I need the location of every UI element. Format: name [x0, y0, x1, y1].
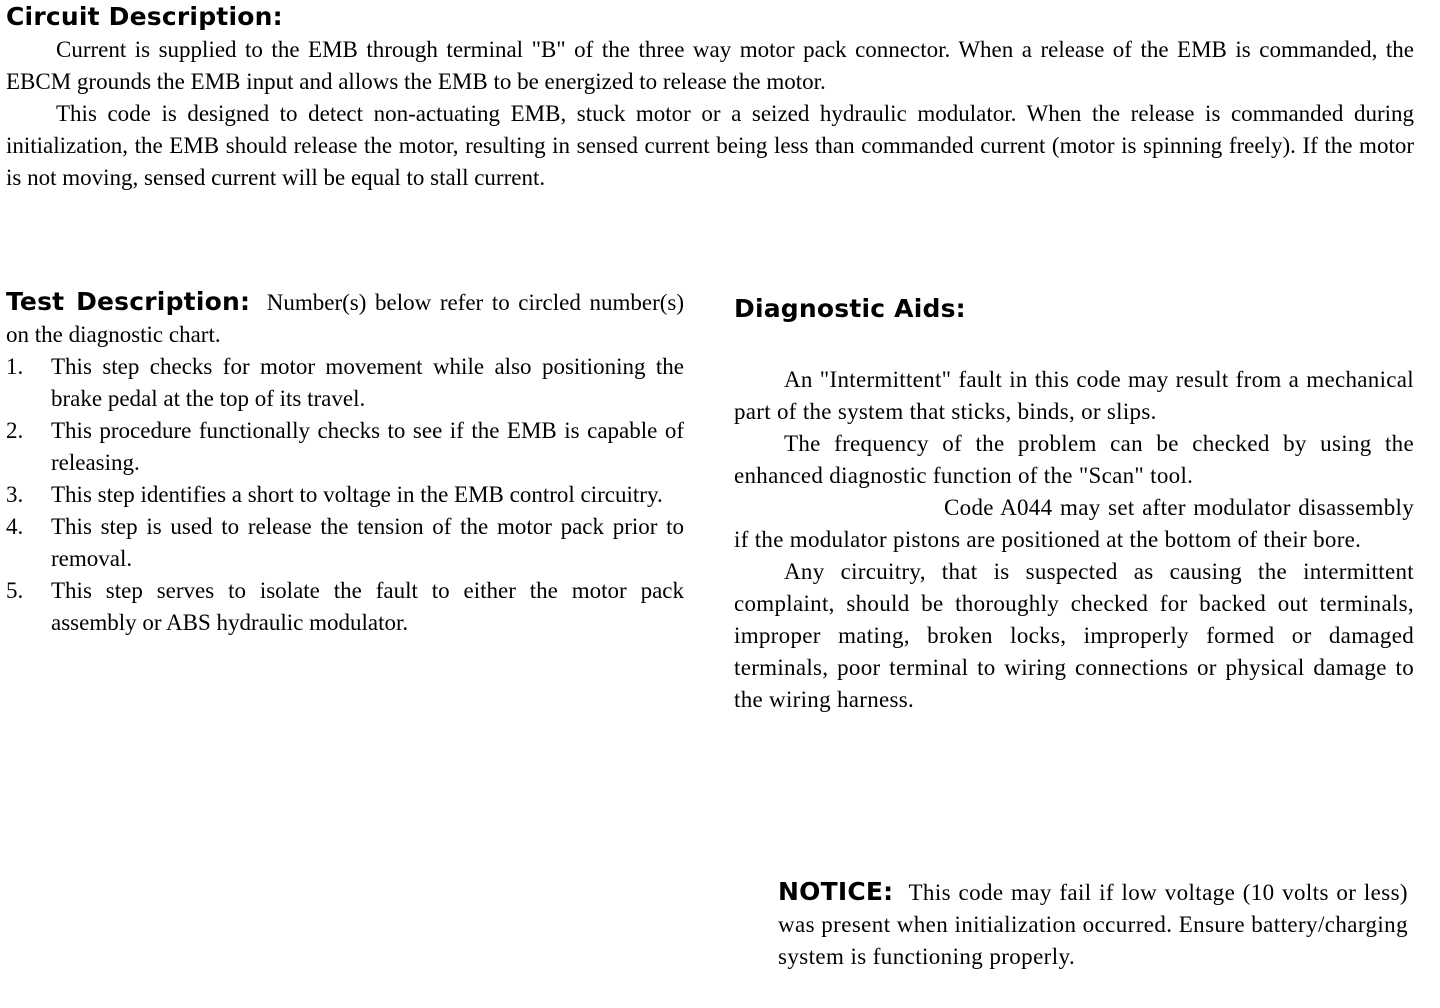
- step-text: This step serves to isolate the fault to either the motor pack assembly or ABS hydraulic modulator.: [51, 578, 684, 635]
- step-text: This procedure functionally checks to see if the EMB is capable of releasing.: [51, 418, 684, 475]
- step-text: This step identifies a short to voltage in the EMB control circuitry.: [51, 482, 663, 507]
- list-item: [6, 351, 684, 415]
- step-number: 3.: [6, 482, 24, 507]
- aids-paragraph-2: The frequency of the problem can be checked by using the enhanced diagnostic function of the "Scan" tool.: [734, 431, 1414, 488]
- step-number: 5.: [6, 578, 24, 603]
- test-description-section: [6, 286, 684, 639]
- list-item: [6, 511, 684, 575]
- diagnostic-aids-heading: Diagnostic Aids:: [734, 294, 966, 323]
- step-number: 2.: [6, 418, 24, 443]
- list-item: [6, 575, 684, 639]
- test-description-intro-text: Number(s) below refer to circled number(s) on the diagnostic chart.: [6, 290, 684, 347]
- circuit-description-heading: Circuit Description:: [6, 2, 283, 31]
- circuit-paragraph-2: This code is designed to detect non-actuating EMB, stuck motor or a seized hydraulic modulator. When the release is commanded during initialization, the EMB should release the motor, resulting in sensed current being less than commanded current (motor is spinning freely). If the motor is not moving, sensed current will be equal to stall current.: [6, 101, 1414, 190]
- aids-paragraph-3: Code A044 may set after modulator disassembly if the modulator pistons are positioned at the bottom of their bore.: [734, 495, 1414, 552]
- aids-paragraph-4: Any circuitry, that is suspected as causing the intermittent complaint, should be thoroughly checked for backed out terminals, improper mating, broken locks, improperly formed or damaged terminals, poor terminal to wiring connections or physical damage to the wiring harness.: [734, 559, 1414, 712]
- circuit-description-section: [6, 0, 1414, 194]
- notice-text: This code may fail if low voltage (10 volts or less) was present when initialization occurred. Ensure battery/charging system is functioning properly.: [778, 880, 1408, 969]
- list-item: [6, 415, 684, 479]
- aids-paragraph-1: An "Intermittent" fault in this code may result from a mechanical part of the system that sticks, binds, or slips.: [734, 367, 1414, 424]
- list-item: [6, 479, 684, 511]
- step-number: 4.: [6, 514, 24, 539]
- step-number: 1.: [6, 354, 24, 379]
- test-steps-list: [6, 351, 684, 639]
- step-text: This step is used to release the tension of the motor pack prior to removal.: [51, 514, 684, 571]
- test-description-intro: [6, 286, 684, 351]
- notice-paragraph: [778, 876, 1408, 973]
- diagnostic-aids-section: [734, 292, 1414, 716]
- notice-label: NOTICE:: [778, 877, 894, 906]
- circuit-paragraph-1: Current is supplied to the EMB through terminal "B" of the three way motor pack connector. When a release of the EMB is commanded, the EBCM grounds the EMB input and allows the EMB to be energized to release the motor.: [6, 37, 1414, 94]
- test-description-heading: Test Description:: [6, 287, 251, 316]
- step-text: This step checks for motor movement while also positioning the brake pedal at the top of its travel.: [51, 354, 684, 411]
- notice-block: [778, 876, 1408, 973]
